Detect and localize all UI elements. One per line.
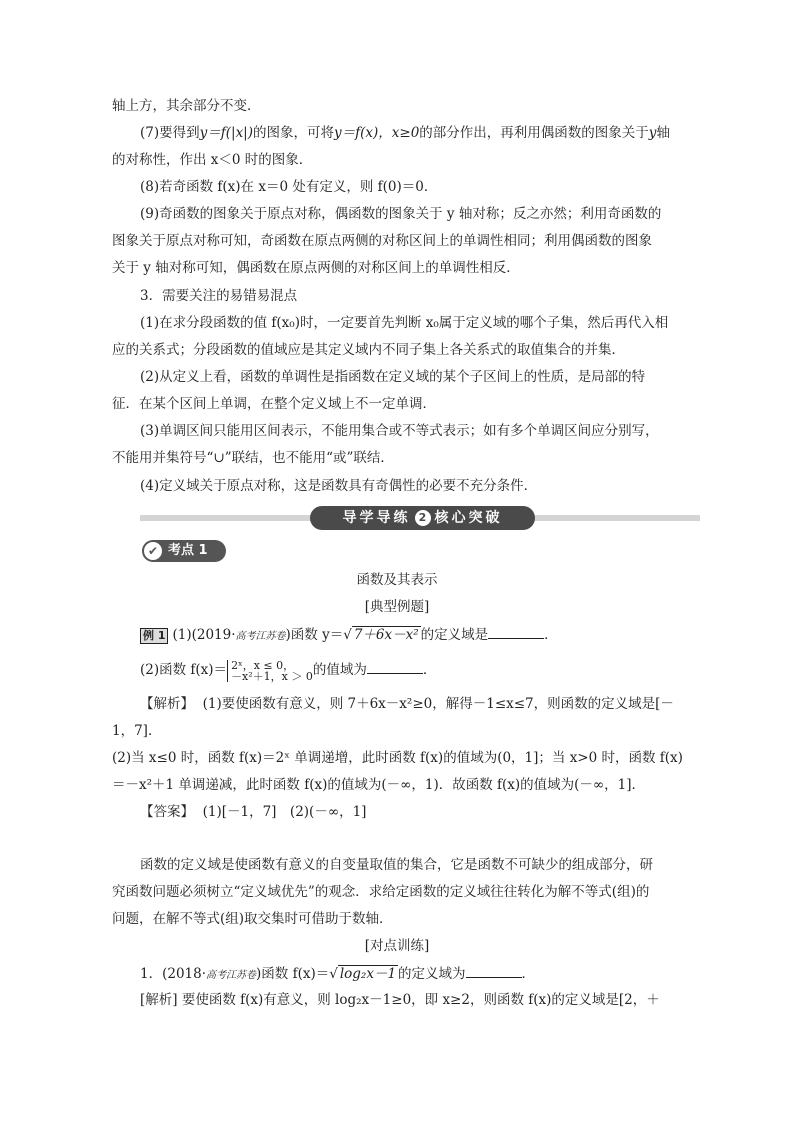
- check-icon: ✔: [144, 542, 162, 560]
- item-7-line1: [140, 123, 670, 143]
- text: )函数 f(x)＝: [256, 966, 330, 982]
- example-1-part2: [140, 659, 436, 682]
- answer-line: [140, 802, 366, 822]
- error-1-line1: (1)在求分段函数的值 f(x₀)时，一定要首先判断 x₀属于定义域的哪个子集，然后再代入相: [140, 315, 669, 331]
- item-7-line2: 的对称性，作出 x＜0 时的图象．: [112, 152, 313, 168]
- answer-blank: [488, 624, 544, 639]
- solution-line2: 1，7]．: [112, 723, 162, 739]
- text: (1)(2019·: [172, 627, 236, 643]
- text: ．: [422, 662, 437, 678]
- summary-line2: 究函数问题必须树立“定义域优先”的观念．求给定函数的定义域往往转化为解不等式(组)的: [112, 884, 650, 900]
- text: ．: [521, 966, 536, 982]
- sqrt-content: log₂x－1: [339, 966, 397, 982]
- text: 的定义域是: [420, 627, 489, 643]
- practice-solution: [解析] 要使函数 f(x)有意义，则 log₂x－1≥0，即 x≥2，则函数 f(x)的定义域是[2，＋: [140, 992, 660, 1008]
- text: 的部分作出，再利用偶函数的图象关于: [419, 125, 649, 141]
- solution-line4: ＝－x²＋1 单调递减，此时函数 f(x)的值域为(－∞，1)．故函数 f(x)的值域为(－∞，1]．: [112, 777, 646, 793]
- section-banner: [140, 506, 700, 530]
- text: (2)函数 f(x)＝: [140, 662, 228, 678]
- practice-1: [140, 963, 535, 986]
- example-1-part1: [140, 624, 558, 647]
- text: (1)要使函数有意义，则 7＋6x－x²≥0，解得－1≤x≤7，则函数的定义域是[－: [202, 696, 674, 712]
- error-1-line2: 应的关系式；分段函数的值域应是其定义域内不同子集上各关系式的取值集合的并集．: [112, 342, 625, 358]
- text: 的图象，可将: [253, 125, 334, 141]
- piecewise: [227, 660, 313, 682]
- formula: y: [648, 125, 657, 141]
- sqrt-content: 7＋6x－x²: [353, 627, 419, 643]
- practice-heading: [对点训练]: [364, 938, 430, 954]
- error-4: (4)定义域关于原点对称，这是函数具有奇偶性的必要不充分条件．: [140, 478, 538, 494]
- error-3-line1: (3)单调区间只能用区间表示，不能用集合或不等式表示；如有多个单调区间应分别写，: [140, 423, 659, 439]
- text: )函数 y＝: [285, 627, 344, 643]
- answer-text: (1)[－1，7] (2)(－∞，1]: [202, 804, 367, 820]
- item-9-line3: 关于 y 轴对称可知，偶函数在原点两侧的对称区间上的单调性相反．: [112, 260, 520, 276]
- source-tag: 高考江苏卷: [235, 631, 286, 642]
- answer-label: 【答案】: [140, 804, 194, 820]
- solution-label: 【解析】: [140, 696, 194, 712]
- text: 的定义域为: [398, 966, 466, 982]
- formula: y＝f(|x|): [199, 125, 253, 141]
- kaodian-text: 考点: [168, 543, 195, 558]
- answer-blank: [466, 963, 522, 978]
- item-8: (8)若奇函数 f(x)在 x＝0 处有定义，则 f(0)＝0．: [140, 179, 438, 195]
- item-9-line2: 图象关于原点对称可知，奇函数在原点两侧的对称区间上的单调性相同；利用偶函数的图象: [112, 233, 652, 249]
- typical-examples-heading: [典型例题]: [364, 599, 430, 615]
- error-3-line2: 不能用并集符号“∪”联结，也不能用“或”联结．: [112, 450, 394, 466]
- banner-title: [310, 506, 535, 530]
- answer-blank: [367, 659, 423, 674]
- section-heading: 3．需要关注的易错易混点: [140, 288, 298, 304]
- summary-line1: 函数的定义域是使函数有意义的自变量取值的集合，它是函数不可缺少的组成部分，研: [140, 857, 653, 873]
- banner-number: 2: [415, 510, 431, 526]
- case-1: 2ˣ，x ≤ 0，: [231, 658, 295, 672]
- kaodian-number: 1: [198, 543, 208, 558]
- case-2: －x²＋1，x ＞ 0: [231, 669, 313, 683]
- text: (7)要得到: [140, 125, 200, 141]
- error-2-line1: (2)从定义上看，函数的单调性是指函数在定义域的某个子区间上的性质，是局部的特: [140, 369, 646, 385]
- topic-title: 函数及其表示: [356, 572, 438, 588]
- kaodian-label: [168, 540, 208, 562]
- text: 轴: [656, 125, 670, 141]
- kaodian-badge: [142, 540, 226, 562]
- summary-line3: 问题，在解不等式(组)取交集时可借助于数轴．: [112, 911, 393, 927]
- banner-left-text: 导学导练: [342, 510, 411, 526]
- formula: y＝f(x)，x≥0: [334, 125, 420, 141]
- text: ．: [544, 627, 558, 643]
- item-9-line1: (9)奇函数的图象关于原点对称，偶函数的图象关于 y 轴对称；反之亦然；利用奇函数的: [140, 206, 662, 222]
- error-2-line2: 征．在某个区间上单调，在整个定义域上不一定单调．: [112, 396, 436, 412]
- source-tag: 高考江苏卷: [206, 970, 257, 981]
- sqrt-symbol: √: [329, 966, 338, 982]
- example-label: 例 1: [140, 628, 168, 644]
- text-line: 轴上方，其余部分不变．: [112, 98, 261, 114]
- text: 1．(2018·: [140, 966, 207, 982]
- solution-line3: (2)当 x≤0 时，函数 f(x)＝2ˣ 单调递增，此时函数 f(x)的值域为(0，1]；当 x>0 时，函数 f(x): [112, 750, 683, 766]
- sqrt-symbol: √: [343, 627, 352, 643]
- solution-line1: [140, 694, 674, 714]
- banner-right-text: 核心突破: [434, 510, 503, 526]
- text: 的值域为: [312, 662, 367, 678]
